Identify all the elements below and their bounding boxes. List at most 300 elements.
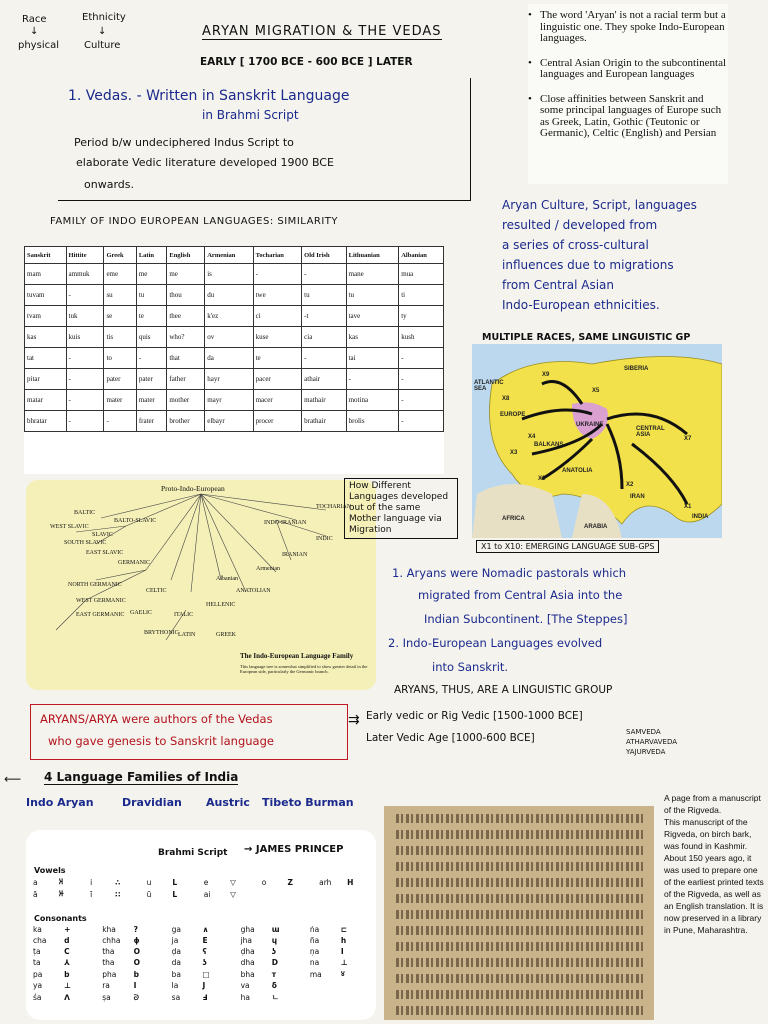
table-header-cell: Latin xyxy=(136,247,167,264)
aryan-culture-l1: Aryan Culture, Script, languages xyxy=(502,198,697,212)
point-1b: migrated from Central Asia into the xyxy=(418,588,623,602)
brahmi-glyph: ∴ xyxy=(115,877,121,887)
vowels-label: Vowels xyxy=(34,866,66,875)
table-cell: ov xyxy=(205,327,253,348)
brahmi-sound: tha xyxy=(102,958,115,967)
arrow-label-x8: X8 xyxy=(502,396,510,402)
table-header-cell: Sanskrit xyxy=(25,247,67,264)
brahmi-glyph: ⅄ xyxy=(64,958,70,967)
table-cell: - xyxy=(104,411,136,432)
language-table-wrap xyxy=(24,246,444,474)
table-cell: father xyxy=(167,369,205,390)
aryan-culture-l5: from Central Asian xyxy=(502,278,615,292)
table-cell: -t xyxy=(302,306,346,327)
table-header-row xyxy=(25,247,444,264)
facts-panel xyxy=(528,4,728,184)
brahmi-sound: ṭa xyxy=(33,947,41,956)
tree-node: LATIN xyxy=(178,632,196,638)
arrow-label-x3: X3 xyxy=(510,450,518,456)
brahmi-sound: pha xyxy=(102,969,117,979)
table-cell: - xyxy=(66,390,104,411)
brahmi-sound: la xyxy=(171,981,179,990)
tree-note: This language tree is somewhat simplified to show greater detail in the European side, particularly the Germanic branch. xyxy=(240,664,368,674)
brahmi-glyph: ʕ xyxy=(202,947,207,956)
table-cell: - xyxy=(399,369,444,390)
brahmi-sound: arh xyxy=(319,877,332,887)
table-row xyxy=(25,390,444,411)
brahmi-sound: chha xyxy=(102,936,121,945)
brahmi-sound: dha xyxy=(240,958,255,967)
facts-list xyxy=(528,4,728,140)
table-cell: da xyxy=(205,348,253,369)
table-cell: tis xyxy=(104,327,136,348)
table-cell: thou xyxy=(167,285,205,306)
table-cell: mane xyxy=(346,264,399,285)
arrow-label-x7: X7 xyxy=(684,436,692,442)
authors-line-1: ARYANS/ARYA were authors of the Vedas xyxy=(40,712,273,726)
family-tibeto-burman: Tibeto Burman xyxy=(262,796,354,809)
table-cell: pater xyxy=(136,369,167,390)
aryan-culture-l3: a series of cross-cultural xyxy=(502,238,649,252)
brahmi-glyph: h xyxy=(340,936,347,945)
brahmi-glyph: ʖ xyxy=(271,947,277,956)
table-header-cell: Hittite xyxy=(66,247,104,264)
manuscript-image xyxy=(384,806,654,1020)
tree-node: ITALIC xyxy=(174,612,194,618)
brahmi-row xyxy=(30,876,376,888)
table-cell: ty xyxy=(399,306,444,327)
table-cell: tai xyxy=(346,348,399,369)
table-cell: eme xyxy=(104,264,136,285)
manuscript-caption xyxy=(664,792,764,936)
tree-node: NORTH GERMANIC xyxy=(68,582,122,588)
vedic-sub-1: SAMVEDA xyxy=(626,728,661,736)
brahmi-sound: gha xyxy=(240,925,255,934)
table-cell: mayr xyxy=(205,390,253,411)
brahmi-sound: i xyxy=(90,877,93,887)
brahmi-row xyxy=(30,968,376,980)
brahmi-sound: e xyxy=(203,877,209,887)
vedas-line-4: elaborate Vedic literature developed 1900 BCE xyxy=(76,156,334,169)
family-dravidian: Dravidian xyxy=(122,796,182,809)
brahmi-glyph: ㄴ xyxy=(271,993,279,1002)
table-cell: kuse xyxy=(253,327,302,348)
brahmi-glyph: ४ xyxy=(340,969,345,978)
table-cell: su xyxy=(104,285,136,306)
arrow-label-x2: X2 xyxy=(626,482,634,488)
brahmi-glyph: ɸ xyxy=(133,936,140,945)
brahmi-sound: jha xyxy=(240,936,252,945)
table-cell: who? xyxy=(167,327,205,348)
brahmi-sound: ī xyxy=(90,889,93,899)
brahmi-glyph: ▽ xyxy=(230,877,236,887)
families-heading: 4 Language Families of India xyxy=(44,770,239,784)
brahmi-sound: ya xyxy=(33,981,43,990)
brahmi-glyph xyxy=(338,991,376,1004)
brahmi-glyph: I xyxy=(340,947,344,956)
brahmi-sound: a xyxy=(33,877,38,887)
authors-line-2: who gave genesis to Sanskrit language xyxy=(48,734,274,748)
language-tree xyxy=(26,480,376,690)
table-header-cell: Armenian xyxy=(205,247,253,264)
table-cell: brother xyxy=(167,411,205,432)
brahmi-sound: ga xyxy=(171,925,182,934)
vedas-line-5: onwards. xyxy=(84,178,134,191)
brahmi-glyph xyxy=(338,980,376,991)
brahmi-sound: ṣa xyxy=(102,993,111,1002)
brahmi-glyph: J xyxy=(202,981,206,990)
brahmi-sound: ba xyxy=(171,969,182,979)
table-cell: ti xyxy=(399,285,444,306)
tree-node: EAST SLAVIC xyxy=(86,550,124,556)
linguistic-group: ARYANS, THUS, ARE A LINGUISTIC GROUP xyxy=(394,684,613,696)
brahmi-glyph: L xyxy=(172,889,178,899)
table-cell: cia xyxy=(302,327,346,348)
brahmi-sound: ma xyxy=(309,969,322,979)
table-cell: - xyxy=(302,264,346,285)
brahmi-glyph: ɥ xyxy=(271,936,278,945)
vedas-line-1: 1. Vedas. - Written in Sanskrit Language xyxy=(68,88,350,104)
brahmi-glyph: ∧ xyxy=(202,925,209,934)
table-cell: kas xyxy=(25,327,67,348)
vedas-line-3: Period b/w undeciphered Indus Script to xyxy=(74,136,294,149)
brahmi-glyph: ʖ xyxy=(202,958,207,967)
table-row xyxy=(25,327,444,348)
physical-label: physical xyxy=(18,40,59,51)
tree-node: BRYTHONIC xyxy=(144,630,179,636)
table-cell: is xyxy=(205,264,253,285)
brahmi-sound xyxy=(259,888,285,900)
later-vedic: Later Vedic Age [1000-600 BCE] xyxy=(366,732,535,744)
brahmi-sound: ta xyxy=(33,958,41,967)
brahmi-glyph: O xyxy=(133,958,141,967)
aryan-culture-l6: Indo-European ethnicities. xyxy=(502,298,660,312)
princep-label: JAMES PRINCEP xyxy=(255,844,344,855)
table-cell: me xyxy=(167,264,205,285)
manuscript-caption-1: A page from a manuscript of the Rigveda. xyxy=(664,793,761,815)
brahmi-glyph: H xyxy=(347,877,354,887)
table-cell: te xyxy=(136,306,167,327)
culture-label: Culture xyxy=(84,40,121,51)
brahmi-sound xyxy=(307,991,338,1004)
brahmi-glyph: O xyxy=(133,947,141,956)
brahmi-sound: da xyxy=(171,958,182,967)
brahmi-glyph: b xyxy=(133,969,139,979)
table-cell: se xyxy=(104,306,136,327)
tree-node: CELTIC xyxy=(146,588,167,594)
brahmi-princep: → JAMES PRINCEP xyxy=(244,844,344,855)
table-cell: motina xyxy=(346,390,399,411)
ethnicity-arrow: ↓ xyxy=(98,26,107,37)
brahmi-sound: ra xyxy=(102,981,110,990)
table-cell: tu xyxy=(136,285,167,306)
tree-node: SOUTH SLAVIC xyxy=(64,540,107,546)
table-cell: matar xyxy=(25,390,67,411)
brahmi-sound: sa xyxy=(171,993,181,1002)
table-cell: kush xyxy=(399,327,444,348)
brahmi-glyph: d xyxy=(64,936,70,945)
brahmi-glyph: b xyxy=(64,969,70,979)
tree-node: WEST SLAVIC xyxy=(50,524,89,530)
table-cell: pitar xyxy=(25,369,67,390)
table-header-cell: Albanian xyxy=(399,247,444,264)
brahmi-glyph: + xyxy=(64,925,71,934)
table-cell: mother xyxy=(167,390,205,411)
brahmi-sound: ṅa xyxy=(309,925,320,934)
table-cell: tat xyxy=(25,348,67,369)
brahmi-glyph: ⊏ xyxy=(340,925,348,934)
brahmi-glyph: 𑀆 xyxy=(58,889,64,898)
brahmi-glyph xyxy=(344,888,376,900)
point-1a: 1. Aryans were Nomadic pastorals which xyxy=(392,566,627,580)
table-cell: te xyxy=(253,348,302,369)
table-cell: tuk xyxy=(66,306,104,327)
tree-node: BALTO-SLAVIC xyxy=(114,518,157,524)
table-cell: mam xyxy=(25,264,67,285)
vedas-line-2: in Brahmi Script xyxy=(202,108,299,122)
table-cell: macer xyxy=(253,390,302,411)
tree-node: IRANIAN xyxy=(282,552,308,558)
tree-node: GAELIC xyxy=(130,610,152,616)
brahmi-sound: ka xyxy=(33,925,42,934)
vowel-table xyxy=(30,876,376,900)
table-cell: - xyxy=(66,411,104,432)
table-cell: - xyxy=(136,348,167,369)
family-heading: FAMILY OF INDO EUROPEAN LANGUAGES: SIMILARITY xyxy=(50,216,339,227)
brahmi-glyph: ɯ xyxy=(271,925,280,934)
map-label-balkans: BALKANS xyxy=(534,442,564,448)
families-arrow: ⟵ xyxy=(4,772,22,786)
table-cell: mathair xyxy=(302,390,346,411)
table-row xyxy=(25,306,444,327)
table-row xyxy=(25,348,444,369)
brahmi-glyph: Ⅎ xyxy=(202,993,208,1002)
arrow-label-x6: X6 xyxy=(538,476,546,482)
table-cell: tu xyxy=(346,285,399,306)
table-cell: hayr xyxy=(205,369,253,390)
table-header-cell: English xyxy=(167,247,205,264)
map-label-africa: AFRICA xyxy=(502,516,525,522)
map-label-europe: EUROPE xyxy=(500,412,526,418)
brahmi-glyph: E xyxy=(202,936,208,945)
table-cell: kuis xyxy=(66,327,104,348)
table-cell: tuvam xyxy=(25,285,67,306)
tree-node: Albanian xyxy=(216,576,238,582)
tree-node: GERMANIC xyxy=(118,560,151,566)
consonant-table xyxy=(30,924,376,1004)
early-vedic: Early vedic or Rig Vedic [1500-1000 BCE] xyxy=(366,710,583,722)
table-cell: du xyxy=(205,285,253,306)
tree-node: WEST GERMANIC xyxy=(76,598,126,604)
brahmi-row xyxy=(30,957,376,968)
point-2a: 2. Indo-European Languages evolved xyxy=(388,636,603,650)
table-cell: mater xyxy=(136,390,167,411)
brahmi-glyph: C xyxy=(64,947,70,956)
map-label-ukraine: UKRAINE xyxy=(576,422,604,428)
brahmi-glyph: ? xyxy=(133,925,138,934)
brahmi-row xyxy=(30,946,376,957)
table-header-cell: Greek xyxy=(104,247,136,264)
brahmi-sound xyxy=(307,980,338,991)
manuscript-caption-2: This manuscript of the Rigveda, on birch bark, was found in Kashmir. About 150 years ago, it was used to prepare one of the earliest printed texts of the Rigveda, as well as an English translation. It is now preserved in a library in Pune, Maharashtra. xyxy=(664,817,764,935)
how-different-box: How Different Languages developed out of the same Mother language via Migration xyxy=(344,478,458,539)
table-row xyxy=(25,285,444,306)
brahmi-sound: ña xyxy=(309,936,320,945)
table-cell: bhratar xyxy=(25,411,67,432)
table-cell: that xyxy=(167,348,205,369)
table-cell: me xyxy=(136,264,167,285)
tree-node: Armenian xyxy=(256,566,280,572)
table-row xyxy=(25,264,444,285)
race-arrow: ↓ xyxy=(30,26,39,37)
brahmi-sound: na xyxy=(309,958,320,967)
brahmi-sound: pa xyxy=(33,969,43,979)
brahmi-glyph: □ xyxy=(202,969,210,979)
brahmi-row xyxy=(30,935,376,946)
brahmi-glyph: L xyxy=(172,877,178,887)
brahmi-sound: ja xyxy=(171,936,179,945)
table-cell: - xyxy=(399,411,444,432)
brahmi-glyph: I xyxy=(133,981,137,990)
table-cell: k'ez xyxy=(205,306,253,327)
brahmi-row xyxy=(30,888,376,900)
table-cell: brolis xyxy=(346,411,399,432)
tree-node: INDIC xyxy=(316,536,333,542)
brahmi-glyph: ᴛ xyxy=(271,969,277,979)
vedic-sub-2: ATHARVAVEDA xyxy=(626,738,678,746)
map-caption: X1 to X10: EMERGING LANGUAGE SUB-GPS xyxy=(476,540,659,553)
fact-item: • Central Asian Origin to the subcontinental languages and European languages xyxy=(528,58,728,81)
brahmi-sound: ū xyxy=(146,889,152,899)
table-cell: - xyxy=(66,369,104,390)
fact-item: • The word 'Aryan' is not a racial term but a linguistic one. They spoke Indo-European languages. xyxy=(528,10,728,45)
migration-map xyxy=(472,344,722,538)
point-1c: Indian Subcontinent. [The Steppes] xyxy=(424,612,628,626)
table-row xyxy=(25,369,444,390)
brahmi-glyph xyxy=(284,888,316,900)
table-cell: - xyxy=(399,348,444,369)
brahmi-sound: ha xyxy=(240,993,250,1002)
table-cell: thee xyxy=(167,306,205,327)
period-heading: EARLY [ 1700 BCE - 600 BCE ] LATER xyxy=(200,56,413,68)
family-austric: Austric xyxy=(206,796,250,809)
tree-node: INDO-IRANIAN xyxy=(264,520,307,526)
brahmi-glyph: D xyxy=(271,958,278,967)
brahmi-row xyxy=(30,924,376,935)
aryan-culture-l4: influences due to migrations xyxy=(502,258,674,272)
tree-node: ANATOLIAN xyxy=(236,588,271,594)
table-cell: athair xyxy=(302,369,346,390)
brahmi-sound: u xyxy=(146,877,152,887)
map-label-siberia: SIBERIA xyxy=(624,366,649,372)
fact-item: • Close affinities between Sanskrit and some principal languages of Europe such as Greek, Latin, Gothic (Teutonic or Germanic), Celtic (English) and Persian xyxy=(528,94,728,140)
table-cell: - xyxy=(399,390,444,411)
map-label-india: INDIA xyxy=(692,514,709,520)
brahmi-glyph: Z xyxy=(287,877,293,887)
tree-node: HELLENIC xyxy=(206,602,236,608)
table-cell: - xyxy=(66,285,104,306)
map-label-iran: IRAN xyxy=(630,494,645,500)
table-cell: pater xyxy=(104,369,136,390)
language-table xyxy=(24,246,444,432)
table-cell: mua xyxy=(399,264,444,285)
arrow-label-x1: X1 xyxy=(684,504,692,510)
table-cell: ammuk xyxy=(66,264,104,285)
brahmi-glyph: ⊥ xyxy=(64,981,71,990)
brahmi-sound: ḍha xyxy=(240,947,255,956)
table-header-cell: Old Irish xyxy=(302,247,346,264)
tree-node: EAST GERMANIC xyxy=(76,612,125,618)
tree-node: BALTIC xyxy=(74,510,96,516)
family-indo-aryan: Indo Aryan xyxy=(26,796,94,809)
map-label-atlantic: ATLANTIC SEA xyxy=(474,380,504,392)
table-cell: to xyxy=(104,348,136,369)
table-cell: pacer xyxy=(253,369,302,390)
brahmi-glyph: 𑀅 xyxy=(58,877,64,886)
table-cell: frater xyxy=(136,411,167,432)
table-cell: tave xyxy=(346,306,399,327)
brahmi-sound: śa xyxy=(33,993,42,1002)
brahmi-sound: ai xyxy=(203,889,211,899)
table-cell: kas xyxy=(346,327,399,348)
map-label-anatolia: ANATOLIA xyxy=(562,468,593,474)
ethnicity-label: Ethnicity xyxy=(82,12,126,23)
brahmi-sound: ā xyxy=(33,889,38,899)
brahmi-title: Brahmi Script xyxy=(158,848,228,858)
brahmi-sound xyxy=(316,888,344,900)
vedic-sub-3: YAJURVEDA xyxy=(626,748,666,756)
table-row xyxy=(25,411,444,432)
brahmi-sound: tha xyxy=(102,947,115,956)
table-cell: - xyxy=(253,264,302,285)
page-title: ARYAN MIGRATION & THE VEDAS xyxy=(202,24,442,39)
table-cell: tu xyxy=(302,285,346,306)
table-cell: - xyxy=(346,369,399,390)
map-label-arabia: ARABIA xyxy=(584,524,608,530)
brahmi-sound: bha xyxy=(240,969,255,979)
table-cell: twe xyxy=(253,285,302,306)
vedic-arrows: ⇉ xyxy=(348,712,360,728)
brahmi-glyph: δ xyxy=(271,981,277,990)
tree-node: TOCHARIAN xyxy=(316,504,352,510)
tree-title: The Indo-European Language Family xyxy=(240,652,354,660)
brahmi-chart xyxy=(26,830,376,1020)
tree-node: SLAVIC xyxy=(92,532,113,538)
table-header-cell: Tocharian xyxy=(253,247,302,264)
table-cell: procer xyxy=(253,411,302,432)
brahmi-sound: kha xyxy=(102,925,116,934)
brahmi-row xyxy=(30,980,376,991)
arrow-label-x5: X5 xyxy=(592,388,600,394)
point-2b: into Sanskrit. xyxy=(432,660,509,674)
table-cell: ci xyxy=(253,306,302,327)
brahmi-sound: ṇa xyxy=(309,947,320,956)
table-cell: - xyxy=(66,348,104,369)
map-label-central-asia: CENTRAL ASIA xyxy=(636,426,665,438)
brahmi-row xyxy=(30,991,376,1004)
table-cell: quis xyxy=(136,327,167,348)
table-cell: elbayr xyxy=(205,411,253,432)
brahmi-sound: cha xyxy=(33,936,47,945)
brahmi-glyph: ᘐ xyxy=(133,992,139,1002)
race-label: Race xyxy=(22,14,47,25)
arrow-label-x9: X9 xyxy=(542,372,550,378)
brahmi-sound: ḍa xyxy=(171,947,182,956)
brahmi-glyph: ▽ xyxy=(230,889,236,899)
table-cell: mater xyxy=(104,390,136,411)
map-heading: MULTIPLE RACES, SAME LINGUISTIC GP xyxy=(482,332,691,343)
table-cell: tvam xyxy=(25,306,67,327)
